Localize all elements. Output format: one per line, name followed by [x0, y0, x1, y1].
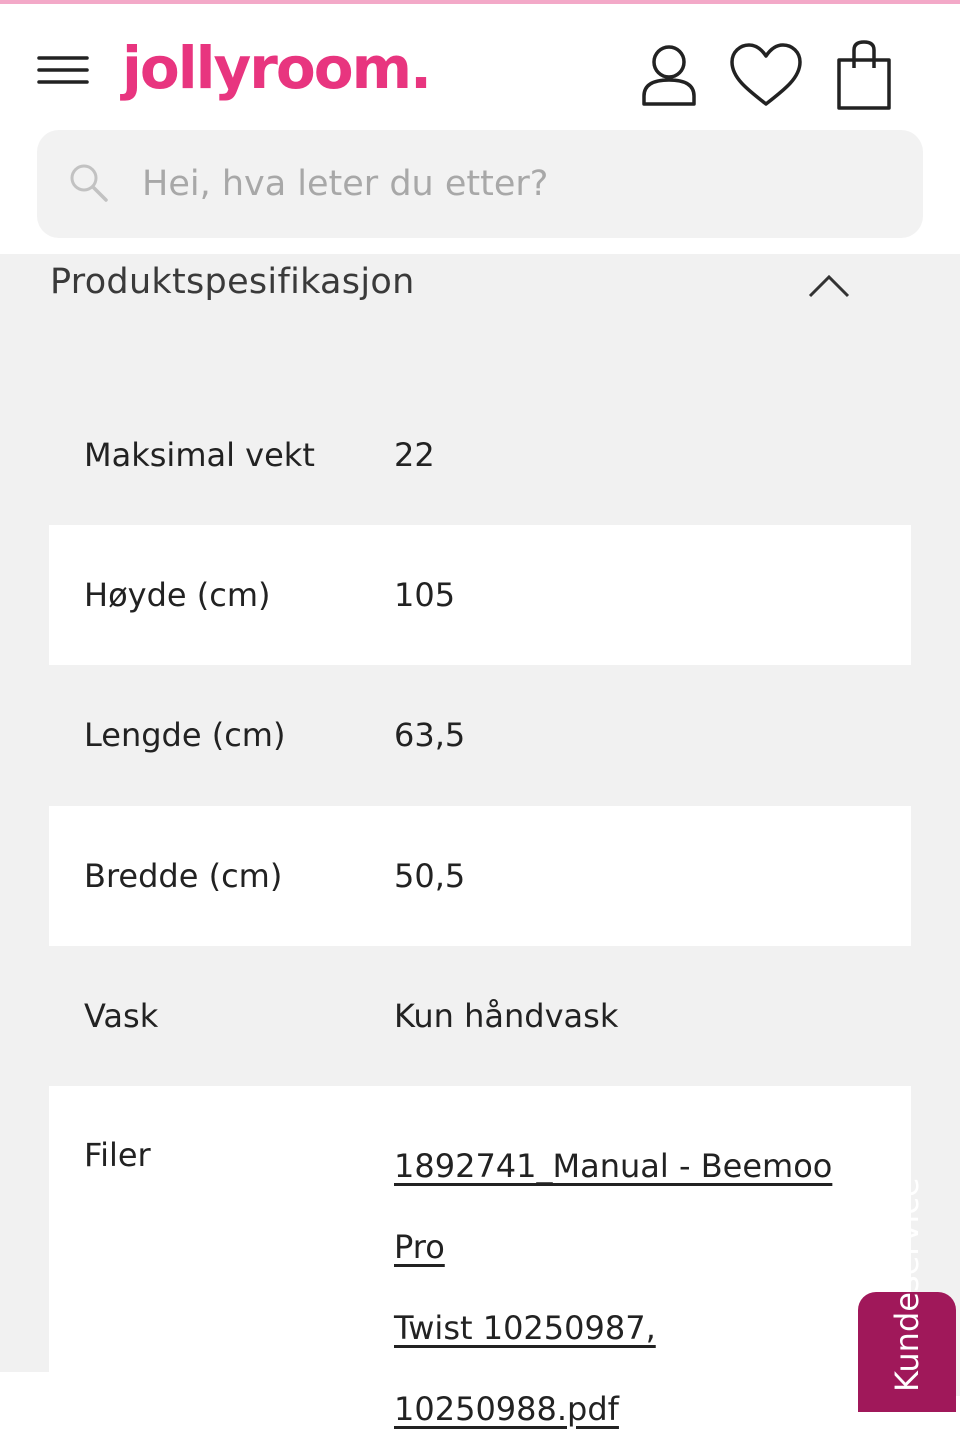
spec-value: 63,5 [394, 716, 466, 754]
customer-service-label: Kundeservice [888, 1177, 926, 1392]
page-edge [0, 1372, 49, 1396]
heart-icon [728, 42, 804, 108]
account-button[interactable] [636, 42, 702, 108]
file-link-line: Twist 10250987, [394, 1309, 656, 1347]
hamburger-icon [36, 50, 90, 90]
spec-row [49, 946, 911, 1086]
section-title: Produktspesifikasjon [50, 262, 415, 302]
chevron-up-icon[interactable] [806, 270, 852, 300]
spec-row [49, 385, 911, 525]
file-link-line: 10250988.pdf [394, 1390, 619, 1428]
manual-pdf-link[interactable] [394, 1126, 874, 1450]
search-input[interactable] [142, 152, 862, 216]
product-specification-section [0, 254, 960, 1428]
wishlist-button[interactable] [728, 42, 804, 108]
spec-label: Lengde (cm) [84, 716, 286, 754]
spec-row [49, 806, 911, 946]
spec-value: Kun håndvask [394, 997, 619, 1035]
menu-button[interactable] [36, 50, 90, 90]
spec-row [49, 665, 911, 805]
spec-label: Vask [84, 997, 159, 1035]
site-header [0, 4, 960, 254]
search-icon [68, 162, 110, 204]
spec-label: Høyde (cm) [84, 576, 271, 614]
shopping-bag-icon [832, 38, 896, 112]
spec-value: 50,5 [394, 857, 466, 895]
section-header-toggle[interactable] [0, 254, 960, 334]
spec-label: Bredde (cm) [84, 857, 283, 895]
spec-label: Maksimal vekt [84, 436, 315, 474]
cart-button[interactable] [832, 38, 896, 112]
files-label: Filer [84, 1136, 151, 1174]
spec-row-files [49, 1086, 911, 1428]
customer-service-tab[interactable] [858, 1177, 956, 1412]
spec-value: 22 [394, 436, 435, 474]
spec-value: 105 [394, 576, 456, 614]
user-icon [636, 42, 702, 108]
jollyroom-logo[interactable]: jollyroom. [122, 34, 431, 102]
spec-row [49, 525, 911, 665]
file-link-line: 1892741_Manual - Beemoo Pro [394, 1147, 833, 1266]
